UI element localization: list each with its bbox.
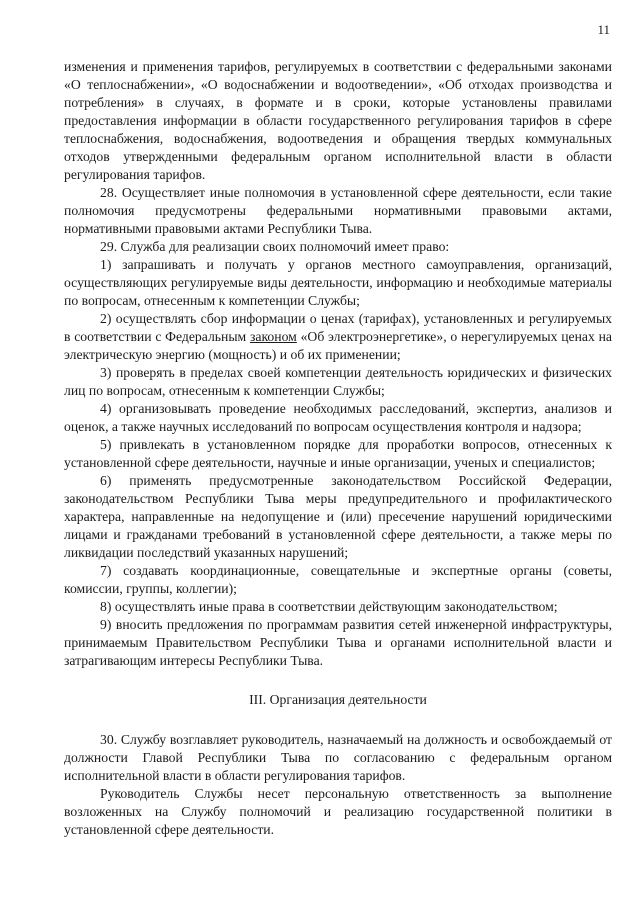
list-item-4: 4) организовывать проведение необходимых расследований, экспертиз, анализов и оценок, а также научных исследований по вопросам осуществления контроля и надзора; [64, 401, 612, 434]
list-item-9: 9) вносить предложения по программам развития сетей инженерной инфраструктуры, принимаемым Правительством Республики Тыва и органами исполнительной власти и затрагивающим интересы Республики Тыва. [64, 617, 612, 668]
paragraph-28: 28. Осуществляет иные полномочия в установленной сфере деятельности, если такие полномочия предусмотрены федеральными нормативными правовыми актами, нормативными правовыми актами Республики Тыва. [64, 185, 612, 236]
law-link[interactable]: законом [249, 329, 297, 344]
list-item-7: 7) создавать координационные, совещательные и экспертные органы (советы, комиссии, группы, коллегии); [64, 563, 612, 596]
page-number: 11 [597, 22, 610, 37]
list-item-5: 5) привлекать в установленном порядке для проработки вопросов, отнесенных к установленной сфере деятельности, научные и иные организации, ученых и специалистов; [64, 437, 612, 470]
list-item-2 [64, 310, 612, 364]
list-item-3: 3) проверять в пределах своей компетенции деятельность юридических и физических лиц по вопросам, отнесенным к компетенции Службы; [64, 365, 612, 398]
list-item-1: 1) запрашивать и получать у органов местного самоуправления, организаций, осуществляющих регулируемые виды деятельности, информацию и необходимые материалы по вопросам, отнесенным к компетенции Службы; [64, 257, 612, 308]
paragraph-responsibility: Руководитель Службы несет персональную ответственность за выполнение возложенных на Службу полномочий и реализацию государственной политики в установленной сфере деятельности. [64, 786, 612, 837]
list-item-2-text-after: «Об электроэнергетике», о нерегулируемых ценах на электрическую энергию (мощность) и об их применении; [64, 329, 612, 362]
paragraph-29: 29. Служба для реализации своих полномочий имеет право: [100, 239, 450, 254]
paragraph-continuation: изменения и применения тарифов, регулируемых в соответствии с федеральными законами «О теплоснабжении», «О водоснабжении и водоотведении», «Об отходах производства и потребления» в случаях, в формате и в сроки, которые установлены правилами предоставления информации в области государственного регулирования тарифов в сфере теплоснабжения, водоснабжения, водоотведения и обращения твердых коммунальных отходов утвержденными федеральным органом исполнительной власти в области регулирования тарифов. [64, 59, 612, 182]
list-item-6: 6) применять предусмотренные законодательством Российской Федерации, законодательством Республики Тыва меры предупредительного и профилактического характера, направленные на недопущение и (или) пресечение нарушений юридическими лицами и гражданами требований в установленной сфере деятельности, а также меры по ликвидации последствий указанных нарушений; [64, 473, 612, 560]
document-body [64, 58, 612, 839]
list-item-2-text-before: 2) осуществлять сбор информации о ценах (тарифах), установленных и регулируемых в соответствии с Федеральным [64, 311, 612, 344]
section-heading: III. Организация деятельности [249, 692, 427, 707]
paragraph-30: 30. Службу возглавляет руководитель, назначаемый на должность и освобождаемый от должности Главой Республики Тыва по согласованию с федеральным органом исполнительной власти в области регулирования тарифов. [64, 732, 612, 783]
list-item-8: 8) осуществлять иные права в соответствии действующим законодательством; [100, 599, 558, 614]
